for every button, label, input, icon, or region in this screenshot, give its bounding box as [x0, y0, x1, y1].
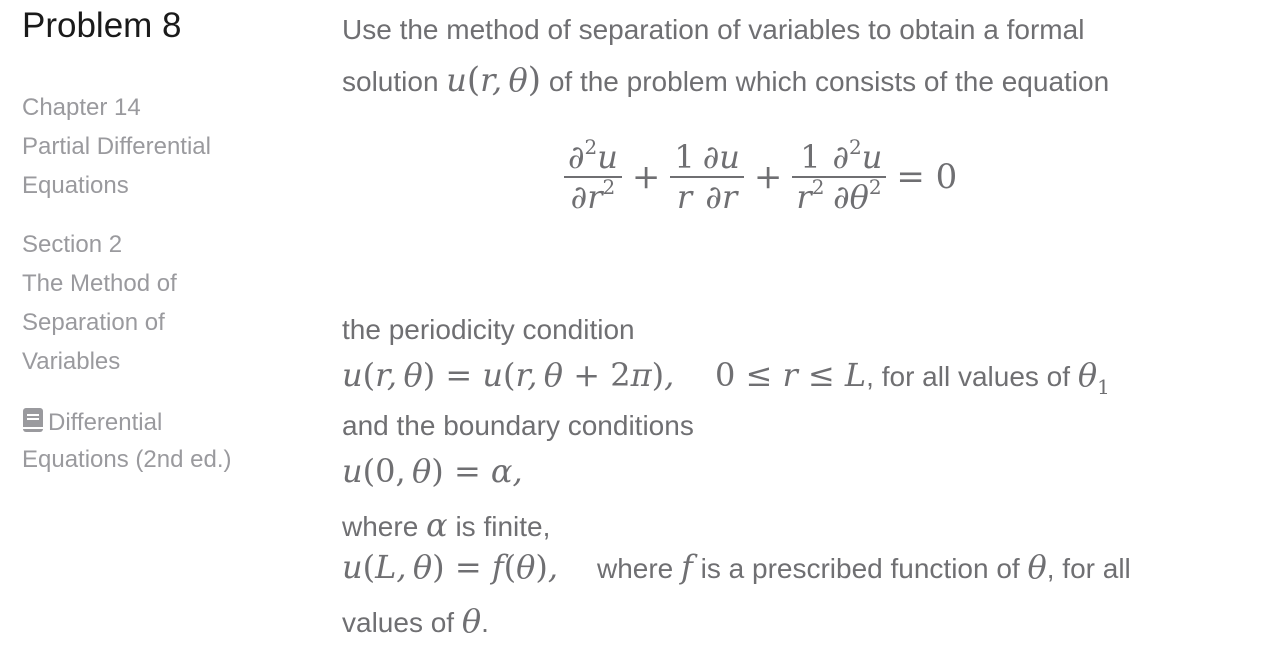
- math-f: f: [681, 548, 693, 586]
- chapter-name-line-2[interactable]: Equations: [22, 172, 129, 199]
- math-theta-final: θ: [461, 602, 482, 640]
- section-name-line-1[interactable]: The Method of: [22, 270, 177, 297]
- intro-text: solution: [342, 66, 439, 97]
- fraction-1-over-r2: $\frac{1}{r^2}$: [792, 138, 828, 216]
- math-u-r-theta: u(r, θ): [446, 60, 542, 100]
- periodicity-label: the periodicity condition: [342, 314, 635, 345]
- math-theta: θ: [1027, 548, 1047, 586]
- boundary-condition-origin: [342, 452, 523, 490]
- prescribed-text: is a prescribed function of: [700, 553, 1020, 584]
- periodicity-condition: [342, 356, 1110, 399]
- math-u-L-theta: u(L, θ) = f(θ),: [342, 548, 559, 586]
- book-icon: [22, 407, 44, 440]
- laplace-equation: $\frac{\partial^2u}{\partial r^2}$ + $\frac{1}{r}$ $\frac{\partial u}{\partial r}$ + $\frac{1}{r^2}$ $\frac{\partial^2u}{\partial\theta^2}$ = 0: [564, 138, 967, 230]
- where-text: where: [342, 511, 419, 542]
- fraction-d2u-dr2: $\frac{\partial^2u}{\partial r^2}$: [564, 138, 622, 216]
- where-f-text: where: [596, 553, 674, 584]
- book-title-line-1[interactable]: Differential: [48, 409, 163, 436]
- problem-title: Problem 8: [22, 6, 182, 45]
- last-line: [342, 602, 489, 640]
- finite-text: is finite,: [455, 511, 551, 542]
- for-all-text: , for all: [1046, 553, 1131, 584]
- intro-text-cont: of the problem which consists of the equation: [548, 66, 1110, 97]
- math-u-0-theta: u(0, θ) = α,: [342, 452, 523, 490]
- boundary-condition-L: [342, 548, 1131, 586]
- intro-line-2: [342, 60, 1109, 100]
- section-name-line-3[interactable]: Variables: [22, 348, 121, 375]
- math-periodicity: u(r, θ) = u(r, θ + 2π), 0 ≤ r ≤ L: [342, 356, 867, 394]
- fraction-1-over-r: $\frac{1}{r}$: [670, 138, 698, 216]
- where-alpha-line: [342, 506, 550, 544]
- periodicity-tail: , for all values of: [866, 361, 1071, 392]
- section-name-line-2[interactable]: Separation of: [22, 309, 165, 336]
- chapter-name-line-1[interactable]: Partial Differential: [22, 133, 211, 160]
- fraction-du-dr: $\frac{\partial u}{\partial r}$: [699, 138, 744, 216]
- values-of-text: values of: [342, 607, 455, 638]
- fraction-d2u-dtheta2: $\frac{\partial^2u}{\partial\theta^2}$: [828, 138, 886, 216]
- chapter-number[interactable]: Chapter 14: [22, 94, 141, 121]
- boundary-label: and the boundary conditions: [342, 410, 694, 441]
- math-theta-1: $\theta_1$: [1077, 356, 1110, 399]
- intro-line-1: Use the method of separation of variables to obtain a formal: [342, 14, 1085, 45]
- period: .: [481, 607, 489, 638]
- book-title-line-2[interactable]: Equations (2nd ed.): [22, 446, 232, 473]
- math-alpha: α: [426, 506, 448, 544]
- book-link[interactable]: [22, 407, 162, 440]
- section-number[interactable]: Section 2: [22, 231, 123, 258]
